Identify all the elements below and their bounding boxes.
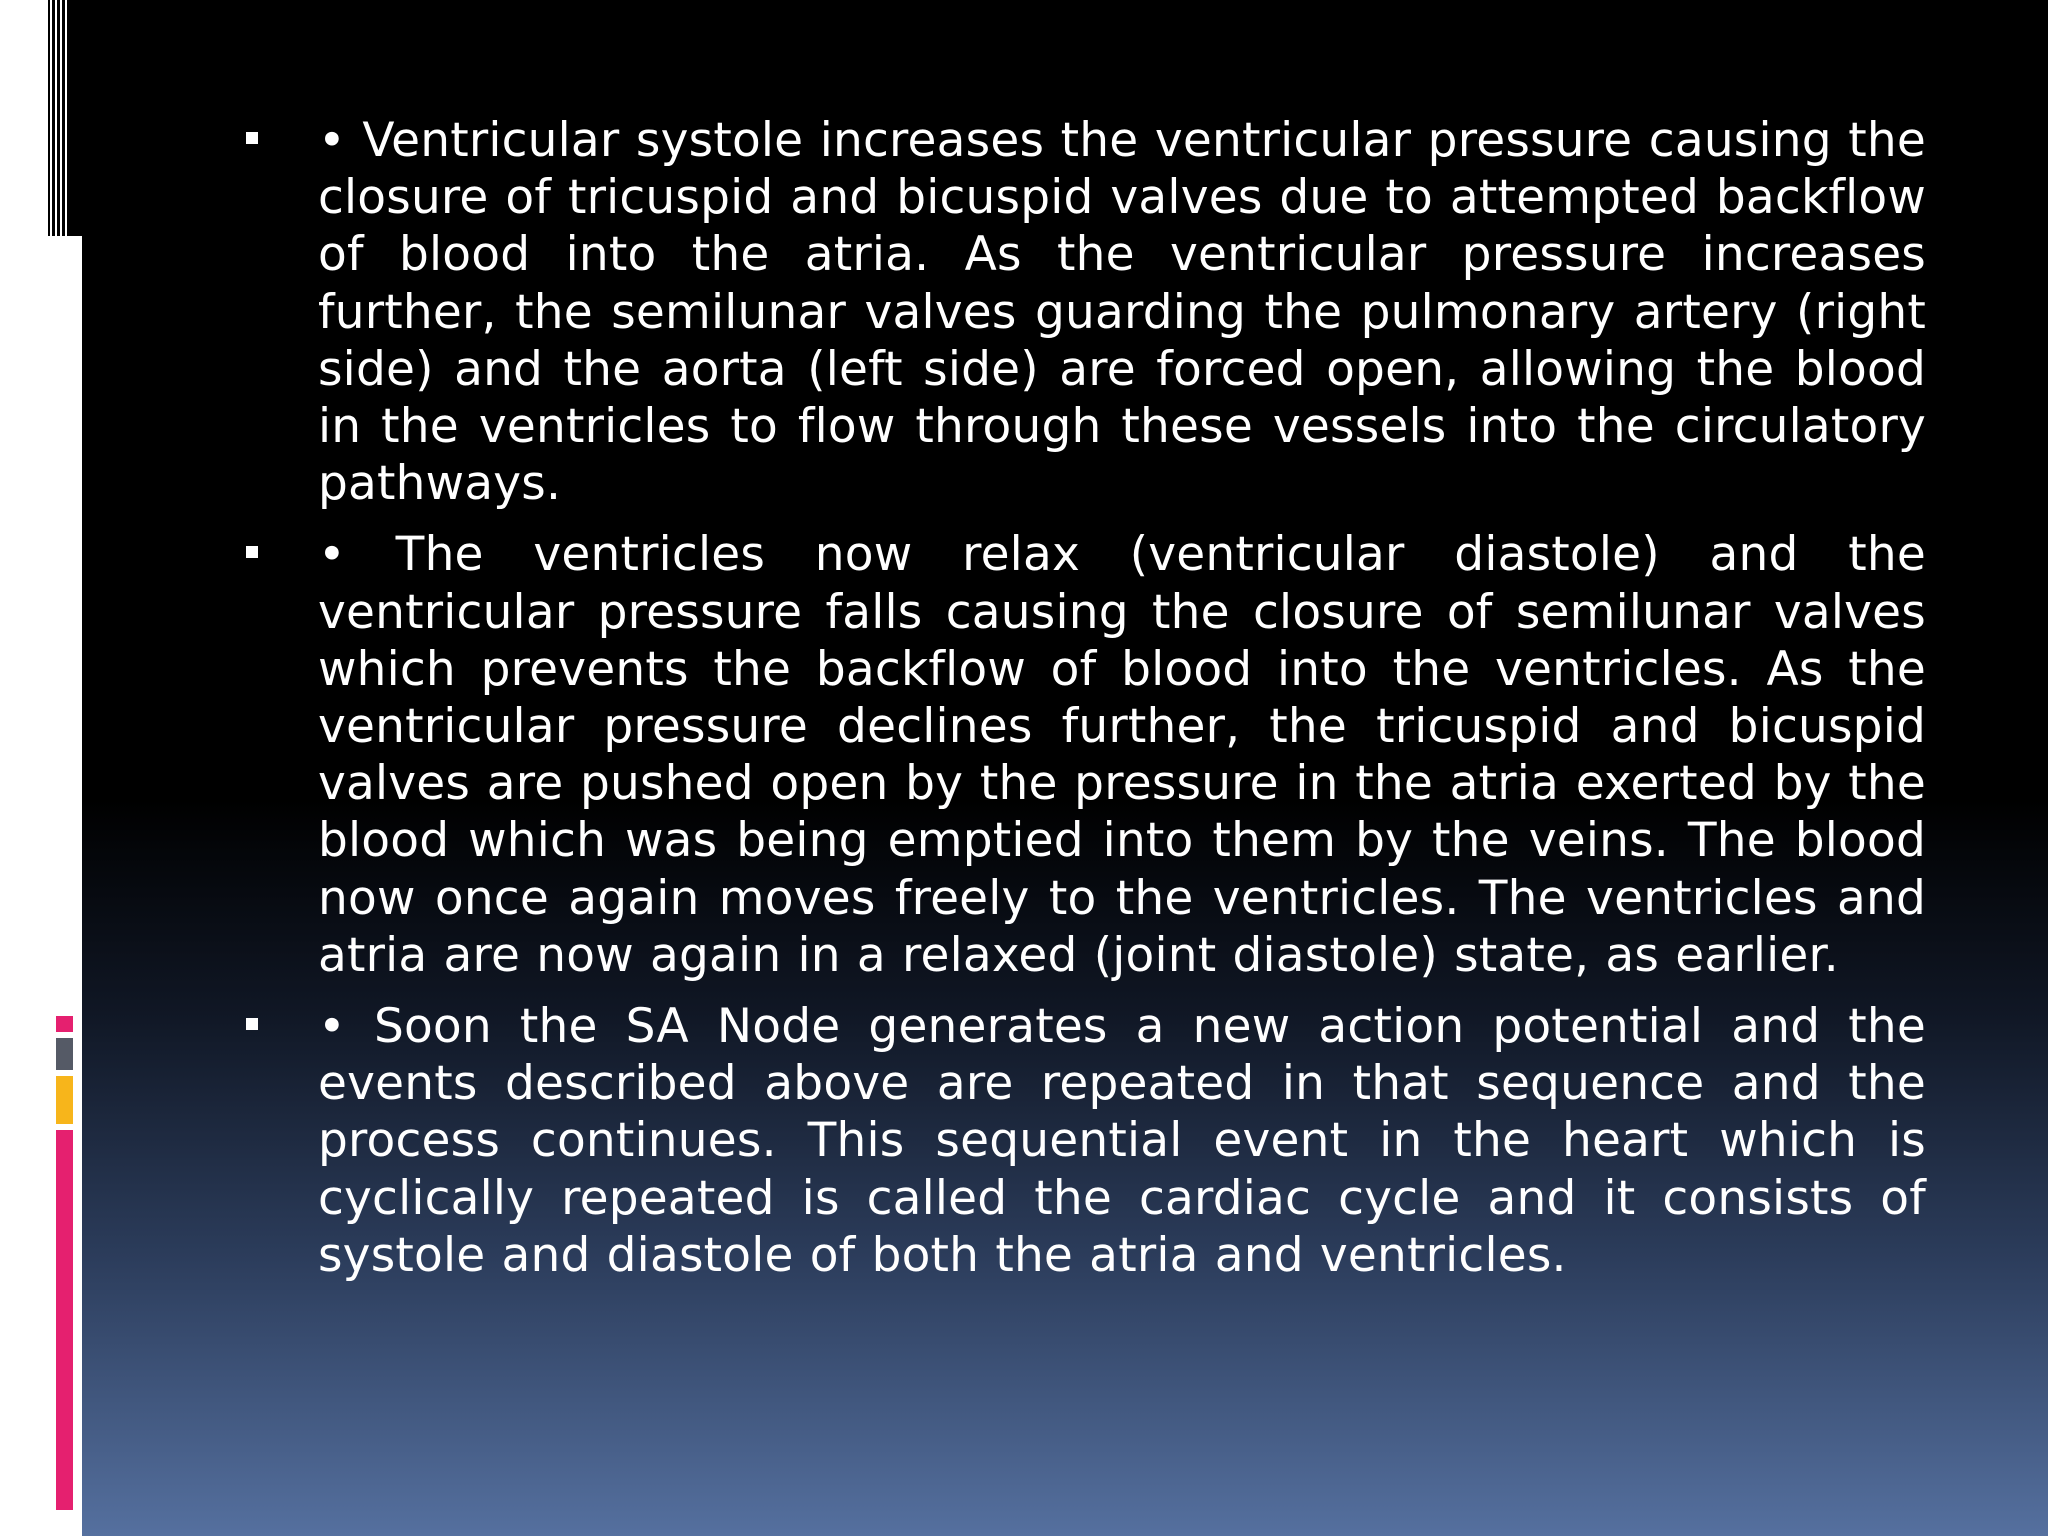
bullet-text: • Ventricular systole increases the ventricular pressure causing the closure of tricuspid and bicuspid valves due to attempted backflow of blood into the atria. As the ventricular pressure increases further, the semilunar valves guarding the pulmonary artery (right side) and the aorta (left side) are forced open, allowing the blood in the ventricles to flow through these vessels into the circulatory pathways. [318, 113, 1926, 512]
bullet-list [246, 112, 1926, 1298]
square-bullet-icon [246, 132, 258, 144]
decorative-bar-pink-long [56, 1130, 73, 1510]
decorative-stripes-top [48, 0, 82, 236]
square-bullet-icon [246, 1018, 258, 1030]
decorative-bar-gray [56, 1038, 73, 1070]
decorative-bar-gold [56, 1076, 73, 1124]
bullet-item-cardiac-cycle [246, 998, 1926, 1284]
decorative-bar-pink [56, 1016, 73, 1032]
bullet-item-diastole [246, 526, 1926, 984]
bullet-item-systole [246, 112, 1926, 512]
bullet-text: • The ventricles now relax (ventricular diastole) and the ventricular pressure falls causing the closure of semilunar valves which prevents the backflow of blood into the ventricles. As the ventricular pressure declines further, the tricuspid and bicuspid valves are pushed open by the pressure in the atria exerted by the blood which was being emptied into them by the veins. The blood now once again moves freely to the ventricles. The ventricles and atria are now again in a relaxed (joint diastole) state, as earlier. [318, 527, 1926, 983]
bullet-text: • Soon the SA Node generates a new action potential and the events described above are repeated in that sequence and the process continues. This sequential event in the heart which is cyclically repeated is called the cardiac cycle and it consists of systole and diastole of both the atria and ventricles. [318, 999, 1926, 1283]
square-bullet-icon [246, 546, 258, 558]
